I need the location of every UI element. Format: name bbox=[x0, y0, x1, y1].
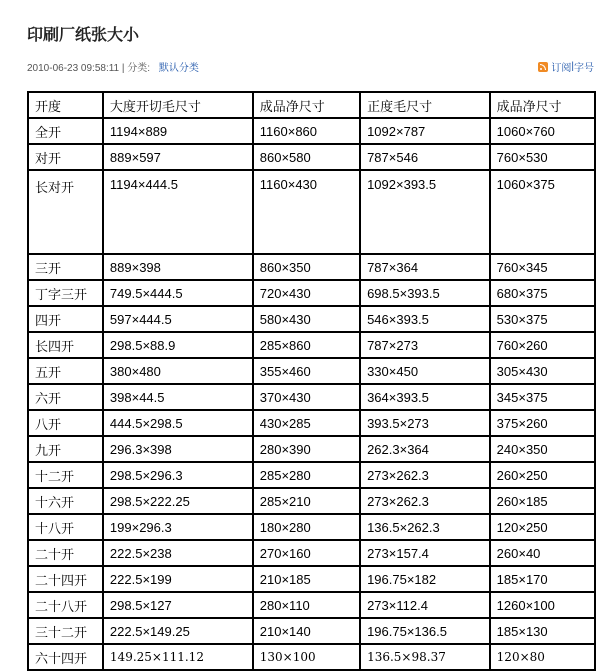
size-name-cell: 二十四开 bbox=[28, 566, 103, 592]
dimension-cell: 210×140 bbox=[253, 618, 360, 644]
dimension-cell: 262.3×364 bbox=[360, 436, 490, 462]
dimension-cell: 375×260 bbox=[490, 410, 595, 436]
dimension-cell: 530×375 bbox=[490, 306, 595, 332]
dimension-cell: 760×345 bbox=[490, 254, 595, 280]
dimension-cell: 196.75×182 bbox=[360, 566, 490, 592]
header-cell: 成品净尺寸 bbox=[490, 92, 595, 118]
dimension-cell: 393.5×273 bbox=[360, 410, 490, 436]
dimension-cell: 136.5×262.3 bbox=[360, 514, 490, 540]
table-row bbox=[28, 618, 595, 644]
dimension-cell: 285×210 bbox=[253, 488, 360, 514]
table-row bbox=[28, 488, 595, 514]
font-size-link[interactable]: 字号 bbox=[574, 63, 594, 74]
dimension-cell: 1160×430 bbox=[253, 170, 360, 254]
dimension-cell: 273×262.3 bbox=[360, 462, 490, 488]
category-label: 分类: bbox=[127, 63, 151, 74]
post-date: 2010-06-23 09:58:11 bbox=[27, 63, 120, 74]
header-cell: 开度 bbox=[28, 92, 103, 118]
table-row bbox=[28, 540, 595, 566]
dimension-cell: 185×130 bbox=[490, 618, 595, 644]
table-row bbox=[28, 118, 595, 144]
dimension-cell: 210×185 bbox=[253, 566, 360, 592]
dimension-cell: 136.5×98.37 bbox=[360, 644, 490, 670]
header-cell: 大度开切毛尺寸 bbox=[103, 92, 253, 118]
dimension-cell: 1092×393.5 bbox=[360, 170, 490, 254]
dimension-cell: 305×430 bbox=[490, 358, 595, 384]
table-row bbox=[28, 384, 595, 410]
header-cell: 成品净尺寸 bbox=[253, 92, 360, 118]
dimension-cell: 749.5×444.5 bbox=[103, 280, 253, 306]
size-name-cell: 三十二开 bbox=[28, 618, 103, 644]
dimension-cell: 355×460 bbox=[253, 358, 360, 384]
dimension-cell: 760×530 bbox=[490, 144, 595, 170]
dimension-cell: 180×280 bbox=[253, 514, 360, 540]
table-header-row bbox=[28, 92, 595, 118]
dimension-cell: 1092×787 bbox=[360, 118, 490, 144]
dimension-cell: 1060×760 bbox=[490, 118, 595, 144]
table-row bbox=[28, 280, 595, 306]
dimension-cell: 698.5×393.5 bbox=[360, 280, 490, 306]
dimension-cell: 430×285 bbox=[253, 410, 360, 436]
dimension-cell: 285×280 bbox=[253, 462, 360, 488]
subscribe-bar bbox=[538, 59, 594, 74]
dimension-cell: 298.5×222.25 bbox=[103, 488, 253, 514]
meta-separator: | bbox=[121, 63, 125, 74]
size-name-cell: 十八开 bbox=[28, 514, 103, 540]
table-row bbox=[28, 514, 595, 540]
size-name-cell: 全开 bbox=[28, 118, 103, 144]
dimension-cell: 280×390 bbox=[253, 436, 360, 462]
post-title: 印刷厂纸张大小 bbox=[27, 25, 140, 44]
dimension-cell: 1194×444.5 bbox=[103, 170, 253, 254]
dimension-cell: 260×250 bbox=[490, 462, 595, 488]
size-name-cell: 对开 bbox=[28, 144, 103, 170]
dimension-cell: 444.5×298.5 bbox=[103, 410, 253, 436]
dimension-cell: 1194×889 bbox=[103, 118, 253, 144]
size-name-cell: 二十八开 bbox=[28, 592, 103, 618]
size-name-cell: 九开 bbox=[28, 436, 103, 462]
dimension-cell: 380×480 bbox=[103, 358, 253, 384]
dimension-cell: 860×350 bbox=[253, 254, 360, 280]
dimension-cell: 222.5×238 bbox=[103, 540, 253, 566]
dimension-cell: 787×364 bbox=[360, 254, 490, 280]
table-row bbox=[28, 592, 595, 618]
dimension-cell: 120×250 bbox=[490, 514, 595, 540]
dimension-cell: 760×260 bbox=[490, 332, 595, 358]
dimension-cell: 273×112.4 bbox=[360, 592, 490, 618]
dimension-cell: 597×444.5 bbox=[103, 306, 253, 332]
dimension-cell: 680×375 bbox=[490, 280, 595, 306]
dimension-cell: 149.25×111.12 bbox=[103, 644, 253, 670]
dimension-cell: 370×430 bbox=[253, 384, 360, 410]
category-link[interactable]: 默认分类 bbox=[158, 63, 199, 74]
dimension-cell: 296.3×398 bbox=[103, 436, 253, 462]
size-name-cell: 丁字三开 bbox=[28, 280, 103, 306]
table-row bbox=[28, 410, 595, 436]
dimension-cell: 298.5×127 bbox=[103, 592, 253, 618]
table-row bbox=[28, 358, 595, 384]
paper-size-table bbox=[27, 91, 596, 671]
dimension-cell: 580×430 bbox=[253, 306, 360, 332]
dimension-cell: 240×350 bbox=[490, 436, 595, 462]
subscribe-link[interactable]: 订阅 bbox=[551, 63, 572, 74]
dimension-cell: 270×160 bbox=[253, 540, 360, 566]
dimension-cell: 1060×375 bbox=[490, 170, 595, 254]
dimension-cell: 280×110 bbox=[253, 592, 360, 618]
dimension-cell: 298.5×296.3 bbox=[103, 462, 253, 488]
dimension-cell: 260×40 bbox=[490, 540, 595, 566]
size-name-cell: 八开 bbox=[28, 410, 103, 436]
rss-icon[interactable] bbox=[538, 62, 548, 72]
size-name-cell: 六十四开 bbox=[28, 644, 103, 670]
dimension-cell: 1260×100 bbox=[490, 592, 595, 618]
dimension-cell: 889×398 bbox=[103, 254, 253, 280]
dimension-cell: 285×860 bbox=[253, 332, 360, 358]
dimension-cell: 345×375 bbox=[490, 384, 595, 410]
size-name-cell: 十六开 bbox=[28, 488, 103, 514]
dimension-cell: 1160×860 bbox=[253, 118, 360, 144]
dimension-cell: 720×430 bbox=[253, 280, 360, 306]
table-row bbox=[28, 254, 595, 280]
subscribe-separator: | bbox=[571, 61, 574, 72]
table-row bbox=[28, 462, 595, 488]
dimension-cell: 222.5×199 bbox=[103, 566, 253, 592]
dimension-cell: 120×80 bbox=[490, 644, 595, 670]
dimension-cell: 185×170 bbox=[490, 566, 595, 592]
dimension-cell: 787×273 bbox=[360, 332, 490, 358]
size-name-cell: 六开 bbox=[28, 384, 103, 410]
dimension-cell: 260×185 bbox=[490, 488, 595, 514]
size-name-cell: 三开 bbox=[28, 254, 103, 280]
size-name-cell: 十二开 bbox=[28, 462, 103, 488]
dimension-cell: 398×44.5 bbox=[103, 384, 253, 410]
table-row bbox=[28, 566, 595, 592]
dimension-cell: 199×296.3 bbox=[103, 514, 253, 540]
size-name-cell: 长四开 bbox=[28, 332, 103, 358]
dimension-cell: 130×100 bbox=[253, 644, 360, 670]
size-name-cell: 五开 bbox=[28, 358, 103, 384]
table-row bbox=[28, 144, 595, 170]
size-name-cell: 四开 bbox=[28, 306, 103, 332]
table-row bbox=[28, 306, 595, 332]
dimension-cell: 860×580 bbox=[253, 144, 360, 170]
table-row bbox=[28, 170, 595, 254]
dimension-cell: 787×546 bbox=[360, 144, 490, 170]
dimension-cell: 298.5×88.9 bbox=[103, 332, 253, 358]
dimension-cell: 222.5×149.25 bbox=[103, 618, 253, 644]
dimension-cell: 889×597 bbox=[103, 144, 253, 170]
dimension-cell: 273×157.4 bbox=[360, 540, 490, 566]
table-row bbox=[28, 644, 595, 670]
dimension-cell: 330×450 bbox=[360, 358, 490, 384]
header-cell: 正度毛尺寸 bbox=[360, 92, 490, 118]
dimension-cell: 364×393.5 bbox=[360, 384, 490, 410]
dimension-cell: 546×393.5 bbox=[360, 306, 490, 332]
dimension-cell: 273×262.3 bbox=[360, 488, 490, 514]
size-name-cell: 二十开 bbox=[28, 540, 103, 566]
table-row bbox=[28, 436, 595, 462]
size-name-cell: 长对开 bbox=[28, 170, 103, 254]
table-row bbox=[28, 332, 595, 358]
dimension-cell: 196.75×136.5 bbox=[360, 618, 490, 644]
post-meta bbox=[27, 59, 199, 74]
